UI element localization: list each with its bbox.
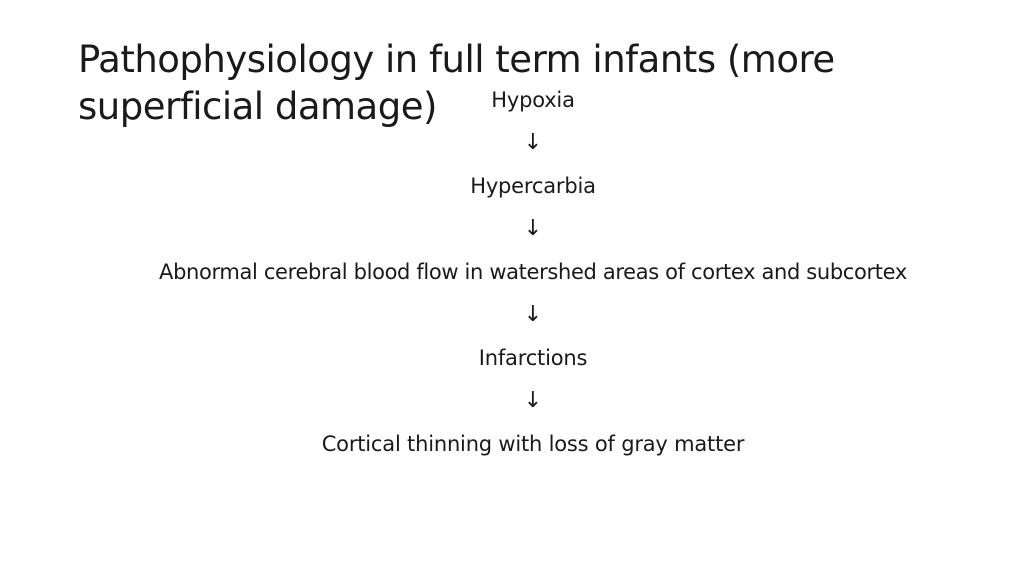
down-arrow-icon: ↓ (523, 216, 543, 241)
flow-step-infarctions: Infarctions (478, 346, 588, 370)
down-arrow-icon: ↓ (523, 130, 543, 155)
down-arrow-icon: ↓ (523, 302, 543, 327)
flow-step-abnormal-blood-flow: Abnormal cerebral blood flow in watershed areas of cortex and subcortex (159, 260, 907, 284)
flow-step-cortical-thinning: Cortical thinning with loss of gray matter (321, 432, 745, 456)
slide-title: Pathophysiology in full term infants (more superficial damage) (78, 38, 835, 128)
flow-step-hypercarbia: Hypercarbia (470, 174, 596, 198)
down-arrow-icon: ↓ (523, 388, 543, 413)
pathophysiology-flow (0, 86, 1024, 458)
flow-step-hypoxia: Hypoxia (491, 88, 575, 112)
